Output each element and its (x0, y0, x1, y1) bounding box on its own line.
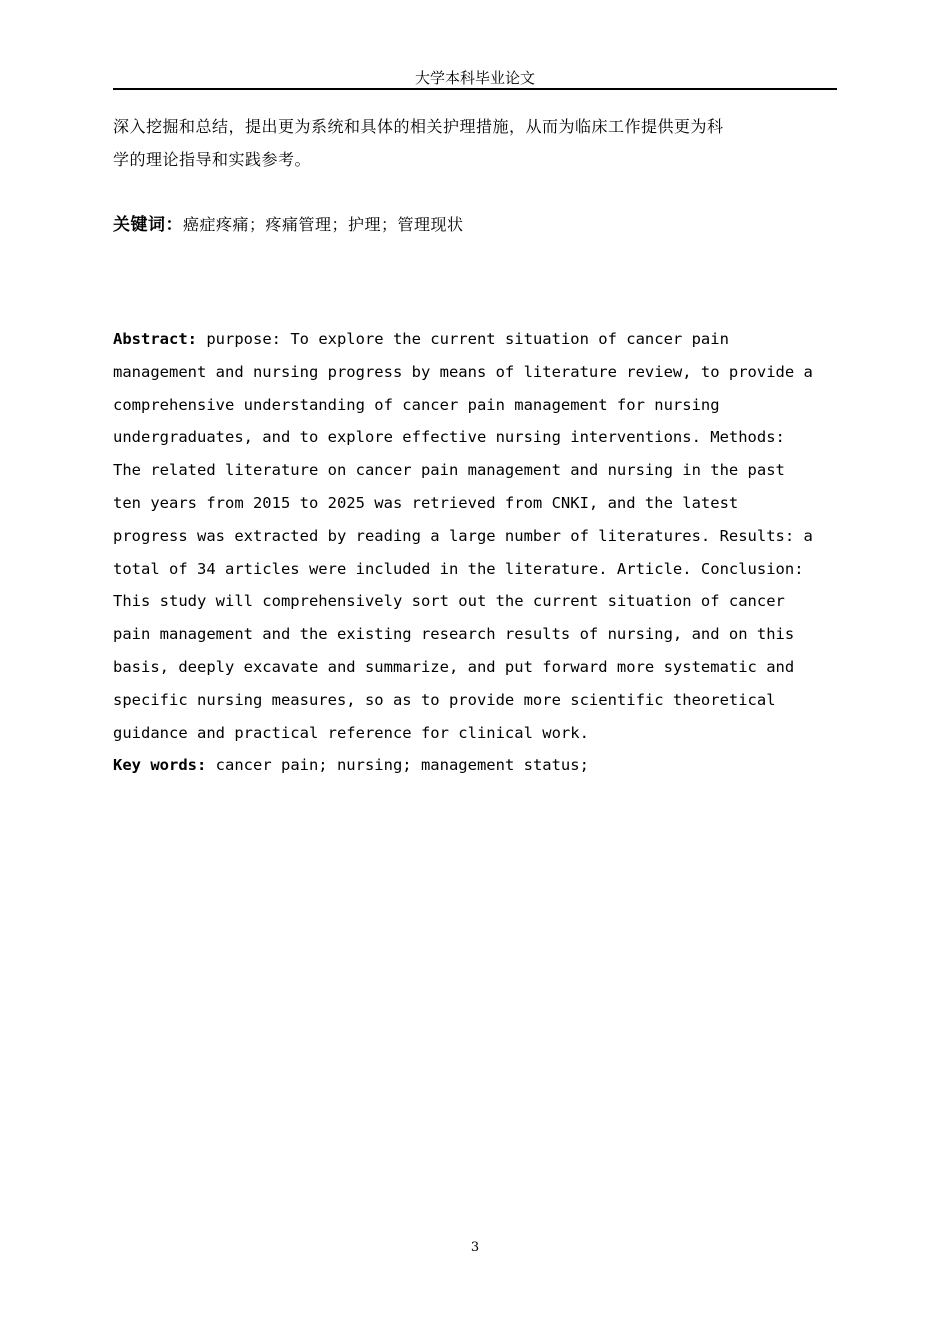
abstract-line: comprehensive understanding of cancer pain management for nursing (113, 395, 720, 414)
abstract-line: total of 34 articles were included in the literature. Article. Conclusion: (113, 559, 804, 578)
abstract-line: guidance and practical reference for clinical work. (113, 723, 589, 742)
chinese-keywords-text: 癌症疼痛；疼痛管理；护理；管理现状 (183, 215, 464, 234)
key-words (113, 749, 837, 782)
abstract-first-line-text: purpose: To explore the current situation of cancer pain (197, 330, 729, 348)
abstract-line: basis, deeply excavate and summarize, and put forward more systematic and (113, 657, 795, 676)
abstract-line: This study will comprehensively sort out the current situation of cancer (113, 592, 785, 611)
key-words-label: Key words: (113, 756, 207, 775)
page-header (113, 68, 837, 90)
abstract-first-line (113, 323, 837, 356)
chinese-abstract-line: 学的理论指导和实践参考。 (113, 150, 312, 169)
key-words-text: cancer pain; nursing; management status; (206, 756, 589, 775)
abstract-line: specific nursing measures, so as to provide more scientific theoretical (113, 690, 776, 709)
chinese-abstract-line: 深入挖掘和总结，提出更为系统和具体的相关护理措施，从而为临床工作提供更为科 (113, 117, 724, 136)
abstract-line: The related literature on cancer pain management and nursing in the past (113, 461, 785, 480)
header-title: 大学本科毕业论文 (414, 69, 535, 87)
chinese-abstract-continuation (113, 110, 837, 176)
abstract-line: undergraduates, and to explore effective nursing interventions. Methods: (113, 428, 785, 447)
page-number: 3 (470, 1240, 480, 1255)
abstract-line: management and nursing progress by means of literature review, to provide a (113, 362, 813, 381)
abstract-label: Abstract: (113, 330, 197, 348)
abstract-line: progress was extracted by reading a large number of literatures. Results: a (113, 526, 813, 545)
abstract-line: ten years from 2015 to 2025 was retrieved from CNKI, and the latest (113, 493, 739, 512)
chinese-keywords-label: 关键词： (113, 215, 183, 235)
abstract-line: pain management and the existing research results of nursing, and on this (113, 625, 795, 644)
chinese-keywords (113, 208, 837, 242)
english-abstract (113, 323, 837, 782)
